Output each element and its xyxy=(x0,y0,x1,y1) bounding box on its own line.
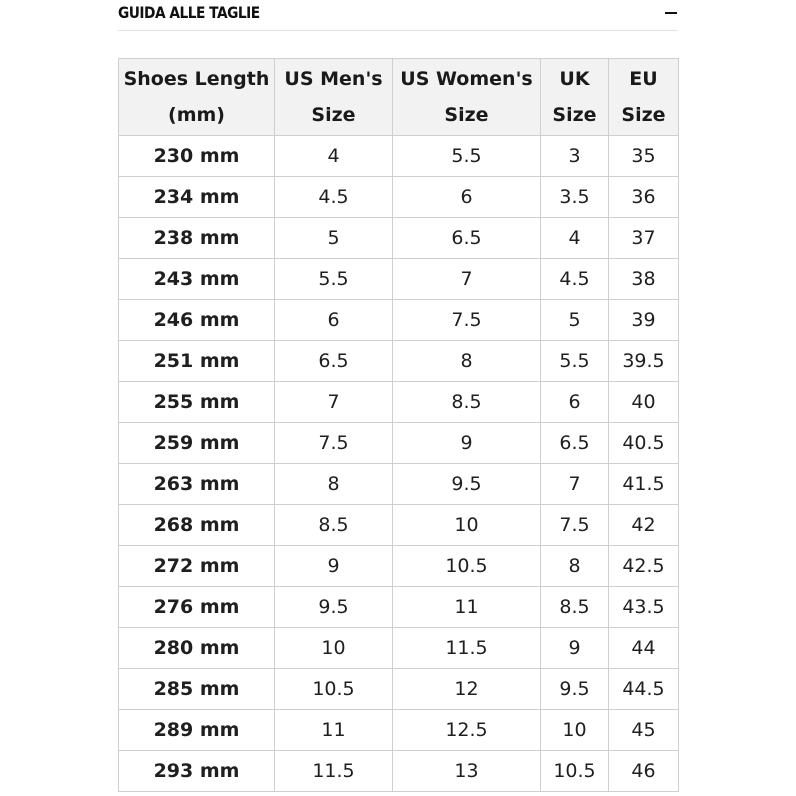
us-mens-cell: 11.5 xyxy=(275,751,393,792)
us-mens-cell: 5 xyxy=(275,218,393,259)
length-cell: 285 mm xyxy=(119,669,275,710)
header-shoes-length: Shoes Length (mm) xyxy=(119,59,275,136)
us-mens-cell: 8.5 xyxy=(275,505,393,546)
eu-cell: 36 xyxy=(609,177,679,218)
us-mens-cell: 7 xyxy=(275,382,393,423)
uk-cell: 5.5 xyxy=(541,341,609,382)
length-cell: 238 mm xyxy=(119,218,275,259)
uk-cell: 9.5 xyxy=(541,669,609,710)
length-cell: 268 mm xyxy=(119,505,275,546)
us-womens-cell: 10.5 xyxy=(393,546,541,587)
us-womens-cell: 11.5 xyxy=(393,628,541,669)
us-womens-cell: 7.5 xyxy=(393,300,541,341)
size-guide-title: GUIDA ALLE TAGLIE xyxy=(118,3,260,22)
uk-cell: 4.5 xyxy=(541,259,609,300)
us-mens-cell: 6.5 xyxy=(275,341,393,382)
table-row xyxy=(119,505,679,546)
table-row xyxy=(119,382,679,423)
length-cell: 243 mm xyxy=(119,259,275,300)
us-mens-cell: 6 xyxy=(275,300,393,341)
length-cell: 280 mm xyxy=(119,628,275,669)
us-womens-cell: 8.5 xyxy=(393,382,541,423)
length-cell: 255 mm xyxy=(119,382,275,423)
uk-cell: 8.5 xyxy=(541,587,609,628)
eu-cell: 37 xyxy=(609,218,679,259)
table-row xyxy=(119,300,679,341)
table-row xyxy=(119,628,679,669)
us-womens-cell: 6 xyxy=(393,177,541,218)
us-mens-cell: 9 xyxy=(275,546,393,587)
minus-icon[interactable] xyxy=(664,4,678,20)
uk-cell: 4 xyxy=(541,218,609,259)
length-cell: 259 mm xyxy=(119,423,275,464)
table-row xyxy=(119,177,679,218)
length-cell: 293 mm xyxy=(119,751,275,792)
eu-cell: 44 xyxy=(609,628,679,669)
table-row xyxy=(119,710,679,751)
length-cell: 230 mm xyxy=(119,136,275,177)
us-womens-cell: 8 xyxy=(393,341,541,382)
us-womens-cell: 9 xyxy=(393,423,541,464)
uk-cell: 9 xyxy=(541,628,609,669)
uk-cell: 6 xyxy=(541,382,609,423)
us-womens-cell: 12 xyxy=(393,669,541,710)
table-row xyxy=(119,218,679,259)
table-row xyxy=(119,464,679,505)
uk-cell: 10 xyxy=(541,710,609,751)
table-header-row xyxy=(119,59,679,136)
size-chart-table xyxy=(118,58,679,792)
eu-cell: 40 xyxy=(609,382,679,423)
header-uk-size: UK Size xyxy=(541,59,609,136)
table-row xyxy=(119,751,679,792)
table-row xyxy=(119,259,679,300)
length-cell: 251 mm xyxy=(119,341,275,382)
table-row xyxy=(119,546,679,587)
uk-cell: 6.5 xyxy=(541,423,609,464)
table-row xyxy=(119,136,679,177)
uk-cell: 7 xyxy=(541,464,609,505)
table-row xyxy=(119,669,679,710)
eu-cell: 46 xyxy=(609,751,679,792)
length-cell: 263 mm xyxy=(119,464,275,505)
uk-cell: 3 xyxy=(541,136,609,177)
eu-cell: 39.5 xyxy=(609,341,679,382)
eu-cell: 44.5 xyxy=(609,669,679,710)
table-row xyxy=(119,341,679,382)
uk-cell: 8 xyxy=(541,546,609,587)
eu-cell: 43.5 xyxy=(609,587,679,628)
eu-cell: 45 xyxy=(609,710,679,751)
us-mens-cell: 8 xyxy=(275,464,393,505)
us-womens-cell: 9.5 xyxy=(393,464,541,505)
us-womens-cell: 7 xyxy=(393,259,541,300)
size-guide-header[interactable] xyxy=(118,0,678,31)
header-us-womens-size: US Women's Size xyxy=(393,59,541,136)
us-mens-cell: 4.5 xyxy=(275,177,393,218)
length-cell: 289 mm xyxy=(119,710,275,751)
length-cell: 246 mm xyxy=(119,300,275,341)
eu-cell: 35 xyxy=(609,136,679,177)
length-cell: 272 mm xyxy=(119,546,275,587)
us-mens-cell: 5.5 xyxy=(275,259,393,300)
us-mens-cell: 11 xyxy=(275,710,393,751)
header-eu-size: EU Size xyxy=(609,59,679,136)
us-womens-cell: 5.5 xyxy=(393,136,541,177)
eu-cell: 40.5 xyxy=(609,423,679,464)
us-womens-cell: 6.5 xyxy=(393,218,541,259)
us-womens-cell: 12.5 xyxy=(393,710,541,751)
us-mens-cell: 10 xyxy=(275,628,393,669)
length-cell: 276 mm xyxy=(119,587,275,628)
us-womens-cell: 13 xyxy=(393,751,541,792)
uk-cell: 7.5 xyxy=(541,505,609,546)
table-row xyxy=(119,423,679,464)
eu-cell: 38 xyxy=(609,259,679,300)
table-row xyxy=(119,587,679,628)
header-us-mens-size: US Men's Size xyxy=(275,59,393,136)
eu-cell: 41.5 xyxy=(609,464,679,505)
eu-cell: 42.5 xyxy=(609,546,679,587)
uk-cell: 3.5 xyxy=(541,177,609,218)
us-mens-cell: 7.5 xyxy=(275,423,393,464)
length-cell: 234 mm xyxy=(119,177,275,218)
us-mens-cell: 10.5 xyxy=(275,669,393,710)
uk-cell: 10.5 xyxy=(541,751,609,792)
eu-cell: 39 xyxy=(609,300,679,341)
uk-cell: 5 xyxy=(541,300,609,341)
us-mens-cell: 4 xyxy=(275,136,393,177)
us-womens-cell: 11 xyxy=(393,587,541,628)
eu-cell: 42 xyxy=(609,505,679,546)
us-mens-cell: 9.5 xyxy=(275,587,393,628)
us-womens-cell: 10 xyxy=(393,505,541,546)
